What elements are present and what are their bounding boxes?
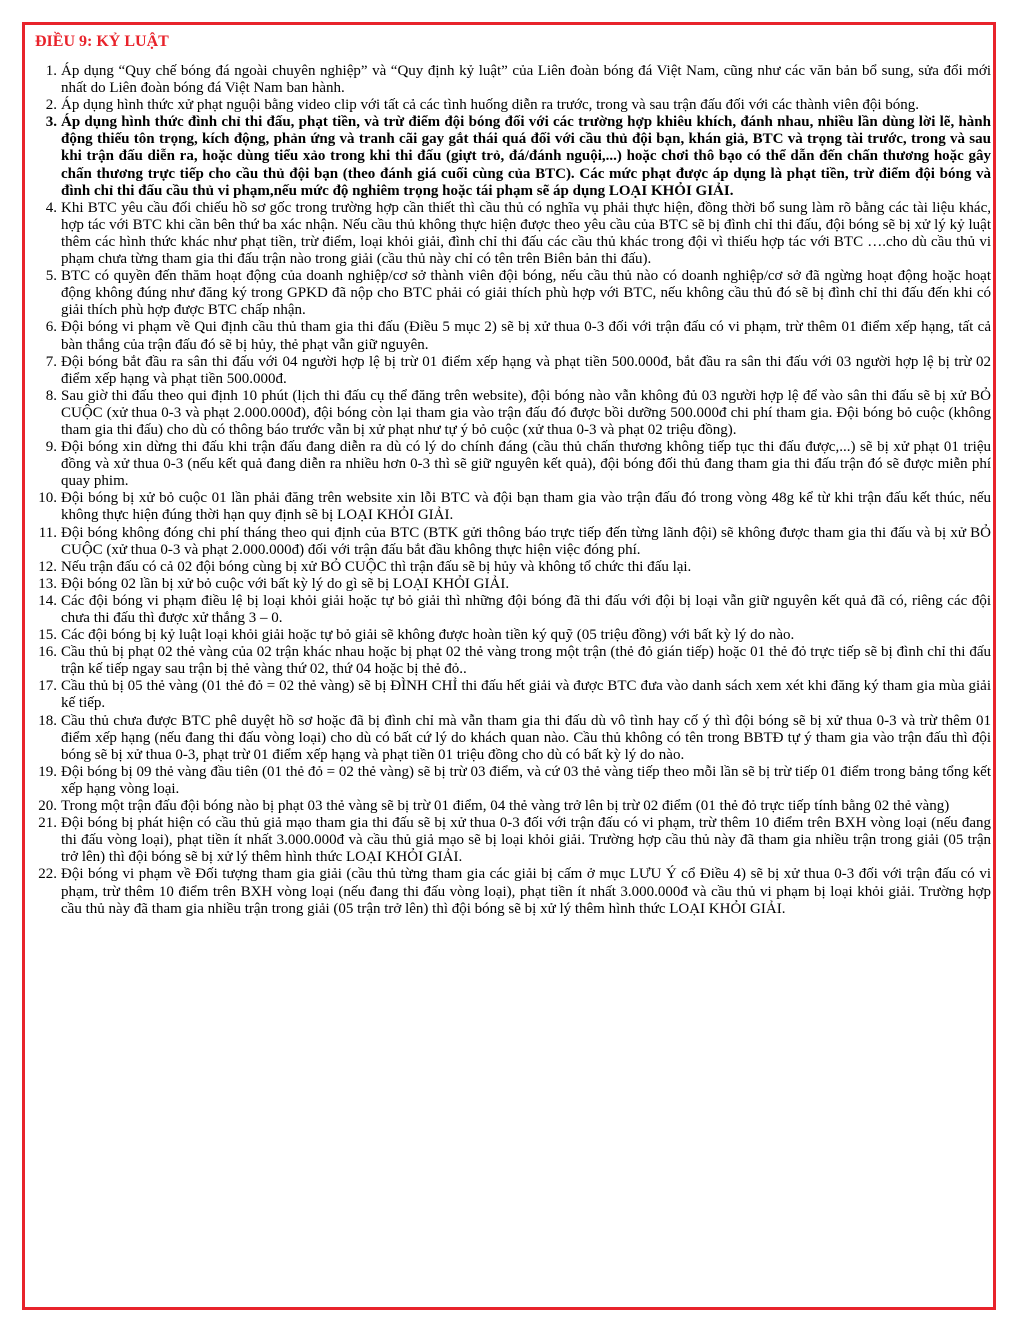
rule-text: Đội bóng 02 lần bị xử bỏ cuộc với bất kỳ lý do gì sẽ bị LOẠI KHỎI GIẢI.	[61, 575, 510, 592]
rule-number: 16.	[38, 644, 57, 661]
rule-text: Cầu thủ bị 05 thẻ vàng (01 thẻ đỏ = 02 thẻ vàng) sẽ bị ĐÌNH CHỈ thi đấu hết giải và được BTC đưa vào danh sách xem xét khi đăng ký tham gia mùa giải kế tiếp.	[61, 678, 991, 712]
rule-text: Đội bóng bắt đầu ra sân thi đấu với 04 người hợp lệ bị trừ 01 điểm xếp hạng và phạt tiền 500.000đ, bắt đầu ra sân thi đấu với 03 người hợp lệ bị trừ 02 điểm xếp hạng và phạt tiền 500.000đ.	[61, 353, 991, 387]
rule-text: Cầu thủ bị phạt 02 thẻ vàng của 02 trận khác nhau hoặc bị phạt 02 thẻ vàng trong một trận (thẻ đỏ gián tiếp) hoặc 01 thẻ đỏ trực tiếp sẽ bị đình chỉ thi đấu trận kế tiếp ngay sau trận bị thẻ vàng thứ 02, thứ 04 hoặc bị thẻ đỏ..	[61, 644, 991, 678]
rule-item	[35, 866, 991, 917]
rule-item	[35, 319, 991, 353]
rule-text: Áp dụng hình thức xử phạt nguội bằng video clip với tất cả các tình huống diễn ra trước, trong và sau trận đấu đối với các thành viên đội bóng.	[61, 97, 919, 114]
rule-text: Các đội bóng vi phạm điều lệ bị loại khỏi giải hoặc tự bỏ giải thì những đội bóng đã thi đấu với đội bị loại vẫn giữ nguyên kết quả đã có, riêng các đội chưa thi đấu thì được xử thắng 3 – 0.	[61, 592, 991, 626]
rule-text: Nếu trận đấu có cả 02 đội bóng cùng bị xử BỎ CUỘC thì trận đấu sẽ bị hủy và không tổ chức thi đấu lại.	[61, 558, 692, 575]
rule-text: Đội bóng bị xử bỏ cuộc 01 lần phải đăng trên website xin lỗi BTC và đội bạn tham gia vào trận đấu đó trong vòng 48g kể từ khi trận đấu kết thúc, nếu không thực hiện đúng thời hạn quy định sẽ bị LOẠI KHỎI GIẢI.	[61, 490, 991, 524]
rule-text: Đội bóng vi phạm về Đối tượng tham gia giải (cầu thủ từng tham gia các giải bị cấm ở mục LƯU Ý cổ Điều 4) sẽ bị xử thua 0-3 đối với trận đấu có vi phạm, trừ thêm 10 điểm trên BXH vòng loại (nếu đang thi đấu vòng loại), phạt tiền ít nhất 3.000.000đ và cầu thủ vi phạm bị loại khỏi giải. Trường hợp cầu thủ này đã tham gia nhiều trận trong giải (05 trận trở lên) thì đội bóng sẽ bị xử lý thêm hình thức LOẠI KHỎI GIẢI.	[61, 866, 991, 917]
rule-item	[35, 114, 991, 199]
rule-number: 18.	[38, 712, 57, 729]
rule-item	[35, 815, 991, 866]
rule-item	[35, 798, 991, 815]
rule-text: Trong một trận đấu đội bóng nào bị phạt 03 thẻ vàng sẽ bị trừ 01 điểm, 04 thẻ vàng trở lên bị trừ 02 điểm (01 thẻ đỏ trực tiếp tính bằng 02 thẻ vàng)	[61, 798, 950, 815]
rule-number: 6.	[45, 319, 57, 336]
rule-item	[35, 678, 991, 712]
rule-text: Đội bóng bị phát hiện có cầu thủ giả mạo tham gia thi đấu sẽ bị xử thua 0-3 đối với trận đấu có vi phạm, trừ thêm 10 điểm trên BXH vòng loại (nếu đang thi đấu vòng loại), phạt tiền ít nhất 3.000.000đ và cầu thủ giả mạo sẽ bị loại khỏi giải. Trường hợp cầu thủ này đã tham gia nhiều trận trong giải (05 trận trở lên) thì đội bóng sẽ bị xử lý thêm hình thức LOẠI KHỎI GIẢI.	[61, 815, 991, 866]
rule-text: Đội bóng bị 09 thẻ vàng đầu tiên (01 thẻ đỏ = 02 thẻ vàng) sẽ bị trừ 03 điểm, và cứ 03 thẻ vàng tiếp theo mỗi lần sẽ bị trừ tiếp 01 điểm trong bảng tổng kết xếp hạng vòng loại.	[61, 763, 991, 797]
rule-number: 19.	[38, 763, 57, 780]
rule-item	[35, 713, 991, 764]
rule-number: 12.	[38, 558, 57, 575]
rule-number: 22.	[38, 866, 57, 883]
rule-text: Đội bóng vi phạm về Qui định cầu thủ tham gia thi đấu (Điều 5 mục 2) sẽ bị xử thua 0-3 đối với trận đấu có vi phạm, trừ thêm 01 điểm xếp hạng, tất cả bàn thắng của trận đấu đó sẽ bị hủy, thẻ phạt vẫn giữ nguyên.	[61, 319, 991, 353]
rule-number: 21.	[38, 815, 57, 832]
rule-item	[35, 576, 991, 593]
rule-number: 13.	[38, 575, 57, 592]
rule-text: Sau giờ thi đấu theo qui định 10 phút (lịch thi đấu cụ thể đăng trên website), đội bóng nào vẫn không đủ 03 người hợp lệ để vào sân thi đấu sẽ bị xử BỎ CUỘC (xử thua 0-3 và phạt 2.000.000đ), đội bóng còn lại tham gia vào trận đấu đó được bồi dưỡng 500.000đ chi phí tham gia. Đội bóng bỏ cuộc (không tham gia thi đấu) cho dù có thông báo trước vẫn bị xử phạt như tự ý bỏ cuộc (xử thua 0-3 và phạt 02 triệu đồng).	[61, 387, 991, 438]
rule-item	[35, 268, 991, 319]
rule-text: Khi BTC yêu cầu đối chiếu hồ sơ gốc trong trường hợp cần thiết thì cầu thủ có nghĩa vụ phải thực hiện, đồng thời bổ sung làm rõ bằng các tài liệu khác, hợp tác với BTC khi cần bên thứ ba xác nhận. Nếu cầu thủ không thực hiện được theo yêu cầu của BTC sẽ bị đình chỉ thi đấu, đội bóng sẽ bị xử lý kỷ luật thêm các hình thức khác như phạt tiền, trừ điểm, loại khỏi giải, đình chỉ thi đấu các cầu thủ khác trong đội vì thiếu hợp tác với BTC ….cho dù cầu thủ vi phạm chưa từng tham gia thi đấu trận nào trong giải (cầu thủ này chỉ có tên trên Biên bản thi đấu).	[61, 199, 991, 268]
rule-number: 3.	[45, 114, 57, 131]
rule-item	[35, 97, 991, 114]
rule-number: 1.	[45, 63, 57, 79]
rule-number: 2.	[45, 97, 57, 114]
rule-item	[35, 559, 991, 576]
rule-number: 5.	[45, 268, 57, 285]
rule-item	[35, 593, 991, 627]
rule-text: Đội bóng không đóng chi phí tháng theo qui định của BTC (BTK gửi thông báo trực tiếp đến từng lãnh đội) sẽ không được tham gia thi đấu và bị xử BỎ CUỘC (xử thua 0-3 và phạt 2.000.000đ) đối với trận đấu bắt đầu không thực hiện việc đóng phí.	[61, 524, 991, 558]
rule-number: 7.	[45, 353, 57, 370]
article-heading: ĐIỀU 9: KỶ LUẬT	[35, 33, 169, 50]
rules-list	[35, 63, 991, 918]
rule-item	[35, 354, 991, 388]
rule-number: 17.	[38, 678, 57, 695]
rule-item	[35, 764, 991, 798]
rule-text: Cầu thủ chưa được BTC phê duyệt hồ sơ hoặc đã bị đình chỉ mà vẫn tham gia thi đấu dù vô tình hay cố ý thì đội bóng sẽ bị xử thua 0-3 và trừ thêm 01 điểm xếp hạng (nếu đang thi đấu vòng loại) cho dù có bất cứ lý do khách quan nào. Cầu thủ không có tên trong BBTĐ tự ý tham gia vào trận đấu thì đội bóng sẽ bị xử thua 0-3, phạt trừ 01 điểm xếp hạng và phạt tiền 01 triệu đồng cho dù có bất kỳ lý do nào.	[61, 712, 991, 763]
rule-text: BTC có quyền đến thăm hoạt động của doanh nghiệp/cơ sở thành viên đội bóng, nếu cầu thủ nào có doanh nghiệp/cơ sở đã ngừng hoạt động hoặc hoạt động không đúng như đăng ký trong GPKD đã nộp cho BTC phải có giải thích phù hợp với BTC, nếu không cầu thủ đó sẽ bị đình chỉ thi đấu đến khi có giải thích phù hợp được BTC chấp nhận.	[61, 268, 991, 319]
rule-number: 10.	[38, 490, 57, 507]
rule-item	[35, 627, 991, 644]
rule-item	[35, 439, 991, 490]
rule-number: 9.	[45, 439, 57, 456]
rule-item	[35, 388, 991, 439]
rule-number: 11.	[38, 524, 57, 541]
rule-number: 14.	[38, 592, 57, 609]
rule-text: Đội bóng xin dừng thi đấu khi trận đấu đang diễn ra dù có lý do chính đáng (cầu thủ chấn thương không tiếp tục thi đấu được,...) sẽ bị xử phạt 01 triệu đồng và xử thua 0-3 (nếu kết quả đang diễn ra nhiều hơn 0-3 thì sẽ giữ nguyên kết quả), đội bóng đối thủ đang tham gia thi đấu trận đó sẽ được miễn phí quay phim.	[61, 439, 991, 490]
rule-number: 4.	[45, 199, 57, 216]
rule-item	[35, 200, 991, 268]
rule-text: Áp dụng hình thức đình chỉ thi đấu, phạt tiền, và trừ điểm đội bóng đối với các trường hợp khiêu khích, đánh nhau, nhiều lần dùng lời lẽ, hành động thiếu tôn trọng, kích động, phản ứng và tranh cãi gay gắt thái quá đối với cầu thủ đội bạn, khán giả, BTC và trọng tài trước, trong và sau khi trận đấu diễn ra, hoặc dùng tiểu xảo trong khi thi đấu (giựt trỏ, đá/đánh nguội,...) hoặc chơi thô bạo có thể dẫn đến chấn thương hoặc gây chấn thương trực tiếp cho cầu thủ đội bạn (theo đánh giá cuối cùng của BTC). Các mức phạt được áp dụng là phạt tiền, trừ điểm đội bóng và đình chỉ thi đấu cầu thủ vi phạm,nếu mức độ nghiêm trọng hoặc tái phạm sẽ áp dụng LOẠI KHỎI GIẢI.	[61, 114, 991, 199]
rule-number: 20.	[38, 798, 57, 815]
rule-number: 8.	[45, 387, 57, 404]
document-frame	[22, 22, 996, 1310]
rule-number: 15.	[38, 627, 57, 644]
rule-item	[35, 644, 991, 678]
rule-text: Áp dụng “Quy chế bóng đá ngoài chuyên nghiệp” và “Quy định kỷ luật” của Liên đoàn bóng đá Việt Nam, cũng như các văn bản bổ sung, sửa đổi mới nhất do Liên đoàn bóng đá Việt Nam ban hành.	[61, 63, 991, 97]
rule-item	[35, 490, 991, 524]
rule-item	[35, 63, 991, 97]
rule-item	[35, 525, 991, 559]
rule-text: Các đội bóng bị kỷ luật loại khỏi giải hoặc tự bỏ giải sẽ không được hoàn tiền ký quỹ (05 triệu đồng) với bất kỳ lý do nào.	[61, 627, 795, 644]
